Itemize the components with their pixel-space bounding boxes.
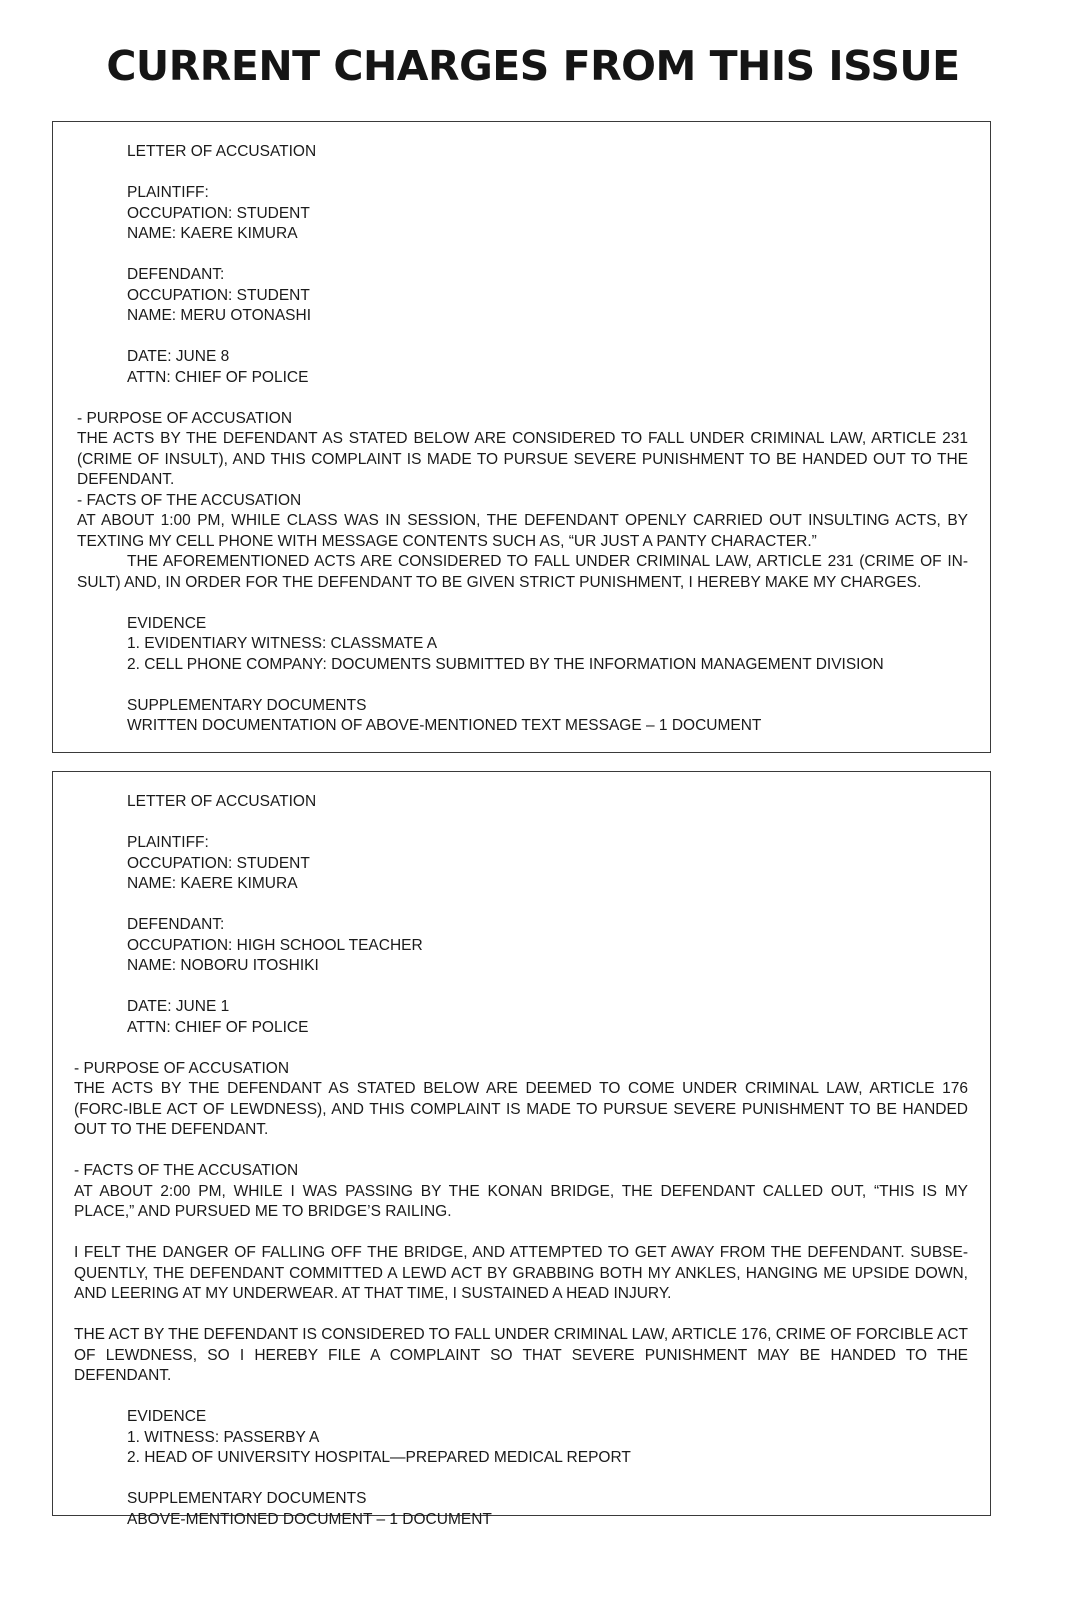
facts-label: - FACTS OF THE ACCUSATION: [74, 1162, 299, 1179]
letter-date: DATE: JUNE 8: [127, 348, 230, 365]
plaintiff-occupation: OCCUPATION: STUDENT: [127, 204, 310, 222]
facts-paragraph: AT ABOUT 1:00 PM, WHILE CLASS WAS IN SESSION, THE DEFENDANT OPENLY CARRIED OUT INSULTING ACTS, BY TEXTING MY CELL PHONE WITH MESSAGE CONTENTS SUCH AS, “UR JUST A PANTY CHARACTER.”: [77, 512, 968, 550]
facts-paragraph: THE AFOREMENTIONED ACTS ARE CONSIDERED TO FALL UNDER CRIMINAL LAW, ARTICLE 231 (CRIME OF IN-SULT) AND, IN ORDER FOR THE DEFENDANT TO BE GIVEN STRICT PUNISHMENT, I HEREBY MAKE MY CHARGES.: [77, 553, 968, 591]
plaintiff-label: PLAINTIFF:: [127, 834, 209, 851]
facts-paragraph: THE ACT BY THE DEFENDANT IS CONSIDERED TO FALL UNDER CRIMINAL LAW, ARTICLE 176, CRIME OF FORCIBLE ACT OF LEWDNESS, SO I HEREBY FILE A COMPLAINT SO THAT SEVERE PUNISHMENT MAY BE HANDED TO THE DEFENDANT.: [74, 1326, 968, 1384]
defendant-occupation: OCCUPATION: HIGH SCHOOL TEACHER: [127, 936, 423, 954]
evidence-item: 2. CELL PHONE COMPANY: DOCUMENTS SUBMITTED BY THE INFORMATION MANAGEMENT DIVISION: [127, 655, 884, 673]
plaintiff-name: NAME: KAERE KIMURA: [127, 875, 298, 892]
evidence-item: 1. WITNESS: PASSERBY A: [127, 1428, 320, 1446]
defendant-label: DEFENDANT:: [127, 266, 225, 283]
defendant-name: NAME: NOBORU ITOSHIKI: [127, 957, 319, 974]
plaintiff-label: PLAINTIFF:: [127, 184, 209, 201]
supplementary-text: ABOVE-MENTIONED DOCUMENT – 1 DOCUMENT: [127, 1510, 492, 1528]
plaintiff-name: NAME: KAERE KIMURA: [127, 225, 298, 242]
supplementary-text: WRITTEN DOCUMENTATION OF ABOVE-MENTIONED TEXT MESSAGE – 1 DOCUMENT: [127, 717, 762, 734]
page-title: CURRENT CHARGES FROM THIS ISSUE: [106, 42, 960, 90]
accusation-letter-1: [52, 121, 991, 753]
facts-paragraph: I FELT THE DANGER OF FALLING OFF THE BRIDGE, AND ATTEMPTED TO GET AWAY FROM THE DEFENDANT. SUBSE-QUENTLY, THE DEFENDANT COMMITTED A LEWD ACT BY GRABBING BOTH MY ANKLES, HANGING ME UPSIDE DOWN, AND LEERING AT MY UNDERWEAR. AT THAT TIME, I SUSTAINED A HEAD INJURY.: [74, 1244, 968, 1302]
defendant-occupation: OCCUPATION: STUDENT: [127, 286, 310, 304]
letter-date: DATE: JUNE 1: [127, 998, 230, 1015]
supplementary-label: SUPPLEMENTARY DOCUMENTS: [127, 696, 367, 714]
purpose-label: - PURPOSE OF ACCUSATION: [74, 1059, 290, 1077]
supplementary-label: SUPPLEMENTARY DOCUMENTS: [127, 1490, 367, 1507]
evidence-label: EVIDENCE: [127, 614, 207, 632]
evidence-label: EVIDENCE: [127, 1408, 207, 1425]
plaintiff-occupation: OCCUPATION: STUDENT: [127, 854, 310, 872]
defendant-name: NAME: MERU OTONASHI: [127, 307, 312, 324]
letter-heading: LETTER OF ACCUSATION: [127, 793, 317, 810]
letter-heading: LETTER OF ACCUSATION: [127, 143, 317, 160]
facts-label: - FACTS OF THE ACCUSATION: [77, 491, 302, 509]
evidence-item: 2. HEAD OF UNIVERSITY HOSPITAL—PREPARED MEDICAL REPORT: [127, 1449, 631, 1466]
letter-attn: ATTN: CHIEF OF POLICE: [127, 368, 309, 386]
purpose-label: - PURPOSE OF ACCUSATION: [77, 409, 293, 427]
evidence-item: 1. EVIDENTIARY WITNESS: CLASSMATE A: [127, 635, 438, 652]
purpose-text: THE ACTS BY THE DEFENDANT AS STATED BELOW ARE DEEMED TO COME UNDER CRIMINAL LAW, ARTICLE 176 (FORC-IBLE ACT OF LEWDNESS), AND THIS COMPLAINT IS MADE TO PURSUE SEVERE PUNISHMENT TO BE HANDED OUT TO THE DEFENDANT.: [74, 1080, 968, 1138]
purpose-text: THE ACTS BY THE DEFENDANT AS STATED BELOW ARE CONSIDERED TO FALL UNDER CRIMINAL LAW, ARTICLE 231 (CRIME OF INSULT), AND THIS COMPLAINT IS MADE TO PURSUE SEVERE PUNISHMENT TO BE HANDED OUT TO THE DEFENDANT.: [77, 430, 968, 488]
facts-paragraph: AT ABOUT 2:00 PM, WHILE I WAS PASSING BY THE KONAN BRIDGE, THE DEFENDANT CALLED OUT, “THIS IS MY PLACE,” AND PURSUED ME TO BRIDGE’S RAILING.: [74, 1182, 968, 1220]
accusation-letter-2: [52, 771, 991, 1528]
defendant-label: DEFENDANT:: [127, 916, 225, 933]
letter-attn: ATTN: CHIEF OF POLICE: [127, 1018, 309, 1036]
